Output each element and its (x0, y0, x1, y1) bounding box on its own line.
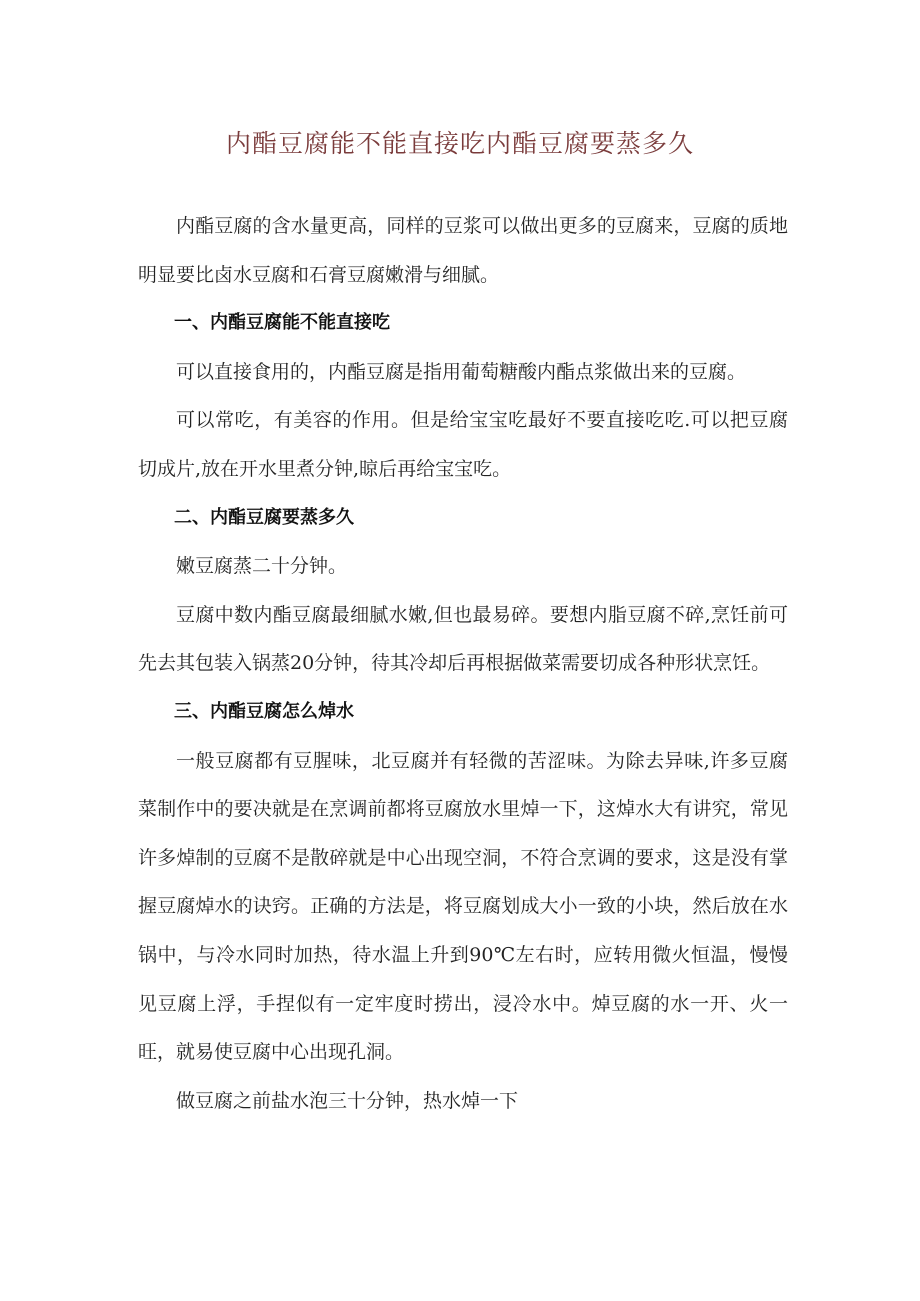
intro-paragraph: 内酯豆腐的含水量更高，同样的豆浆可以做出更多的豆腐来，豆腐的质地明显要比卤水豆腐和石膏豆腐嫩滑与细腻。 (138, 215, 788, 286)
section-heading-3: 三、内酯豆腐怎么焯水 (174, 700, 354, 722)
article-body (138, 202, 788, 1125)
section-heading-2: 二、内酯豆腐要蒸多久 (174, 506, 354, 528)
section-2-paragraph-1: 嫩豆腐蒸二十分钟。 (176, 555, 348, 578)
section-1-paragraph-2: 可以常吃，有美容的作用。但是给宝宝吃最好不要直接吃吃.可以把豆腐切成片,放在开水里煮分钟,晾后再给宝宝吃。 (138, 409, 788, 480)
section-1-paragraph-1: 可以直接食用的，内酯豆腐是指用葡萄糖酸内酯点浆做出来的豆腐。 (176, 360, 747, 383)
section-heading-1: 一、内酯豆腐能不能直接吃 (174, 312, 390, 334)
section-3-paragraph-1: 一般豆腐都有豆腥味，北豆腐并有轻微的苦涩味。为除去异味,许多豆腐菜制作中的要决就是在烹调前都将豆腐放水里焯一下，这焯水大有讲究，常见许多焯制的豆腐不是散碎就是中心出现空洞，不符合烹调的要求，这是没有掌握豆腐焯水的诀窍。正确的方法是，将豆腐划成大小一致的小块，然后放在水锅中，与冷水同时加热，待水温上升到90℃左右时，应转用微火恒温，慢慢见豆腐上浮，手捏似有一定牢度时捞出，浸冷水中。焯豆腐的水一开、火一旺，就易使豆腐中心出现孔洞。 (138, 749, 788, 1064)
section-2-paragraph-2: 豆腐中数内酯豆腐最细腻水嫩,但也最易碎。要想内脂豆腐不碎,烹饪前可先去其包装入锅蒸20分钟，待其冷却后再根据做菜需要切成各种形状烹饪。 (138, 603, 788, 675)
page-title: 内酯豆腐能不能直接吃内酯豆腐要蒸多久 (225, 129, 694, 158)
section-3-paragraph-2: 做豆腐之前盐水泡三十分钟，热水焯一下 (176, 1089, 519, 1112)
